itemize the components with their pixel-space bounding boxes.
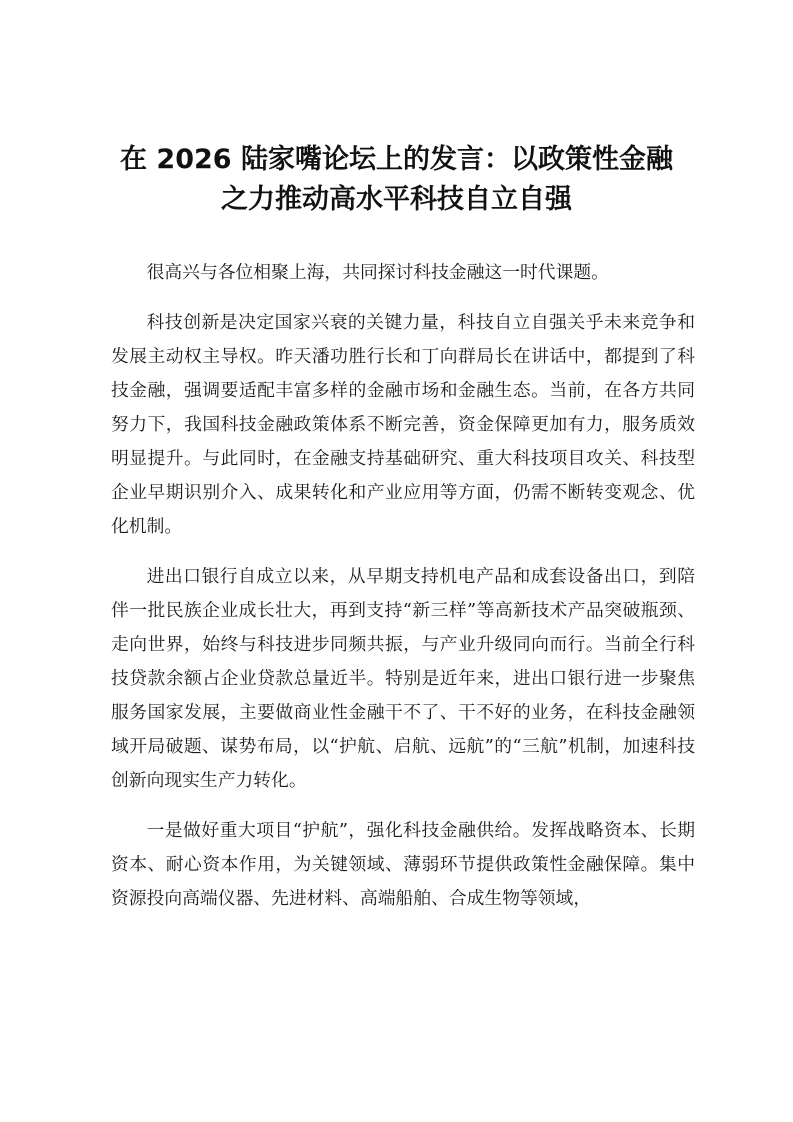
paragraph-tech-innovation: 科技创新是决定国家兴衰的关键力量，科技自立自强关乎未来竞争和发展主动权主导权。昨天潘功胜行长和丁向群局长在讲话中，都提到了科技金融，强调要适配丰富多样的金融市场和金融生态。当前，在各方共同努力下，我国科技金融政策体系不断完善，资金保障更加有力，服务质效明显提升。与此同时，在金融支持基础研究、重大科技项目攻关、科技型企业早期识别介入、成果转化和产业应用等方面，仍需不断转变观念、优化机制。 bbox=[111, 312, 695, 537]
paragraph-exim-bank: 进出口银行自成立以来，从早期支持机电产品和成套设备出口，到陪伴一批民族企业成长壮大，再到支持“新三样”等高新技术产品突破瓶颈、走向世界，始终与科技进步同频共振，与产业升级同向而行。当前全行科技贷款余额占企业贷款总量近半。特别是近年来，进出口银行进一步聚焦服务国家发展，主要做商业性金融干不了、干不好的业务，在科技金融领域开局破题、谋势布局，以“护航、启航、远航”的“三航”机制，加速科技创新向现实生产力转化。 bbox=[111, 566, 695, 791]
title-line-2: 之力推动高水平科技自立自强 bbox=[221, 184, 572, 215]
paragraph-intro: 很高兴与各位相聚上海，共同探讨科技金融这一时代课题。 bbox=[146, 262, 609, 283]
title-line-1: 在 2026 陆家嘴论坛上的发言：以政策性金融 bbox=[120, 144, 673, 175]
document-title bbox=[96, 140, 697, 220]
paragraph-point-one: 一是做好重大项目“护航”，强化科技金融供给。发挥战略资本、长期资本、耐心资本作用，为关键领域、薄弱环节提供政策性金融保障。集中资源投向高端仪器、先进材料、高端船舶、合成生物等领域， bbox=[111, 820, 695, 909]
document-body bbox=[111, 256, 695, 932]
